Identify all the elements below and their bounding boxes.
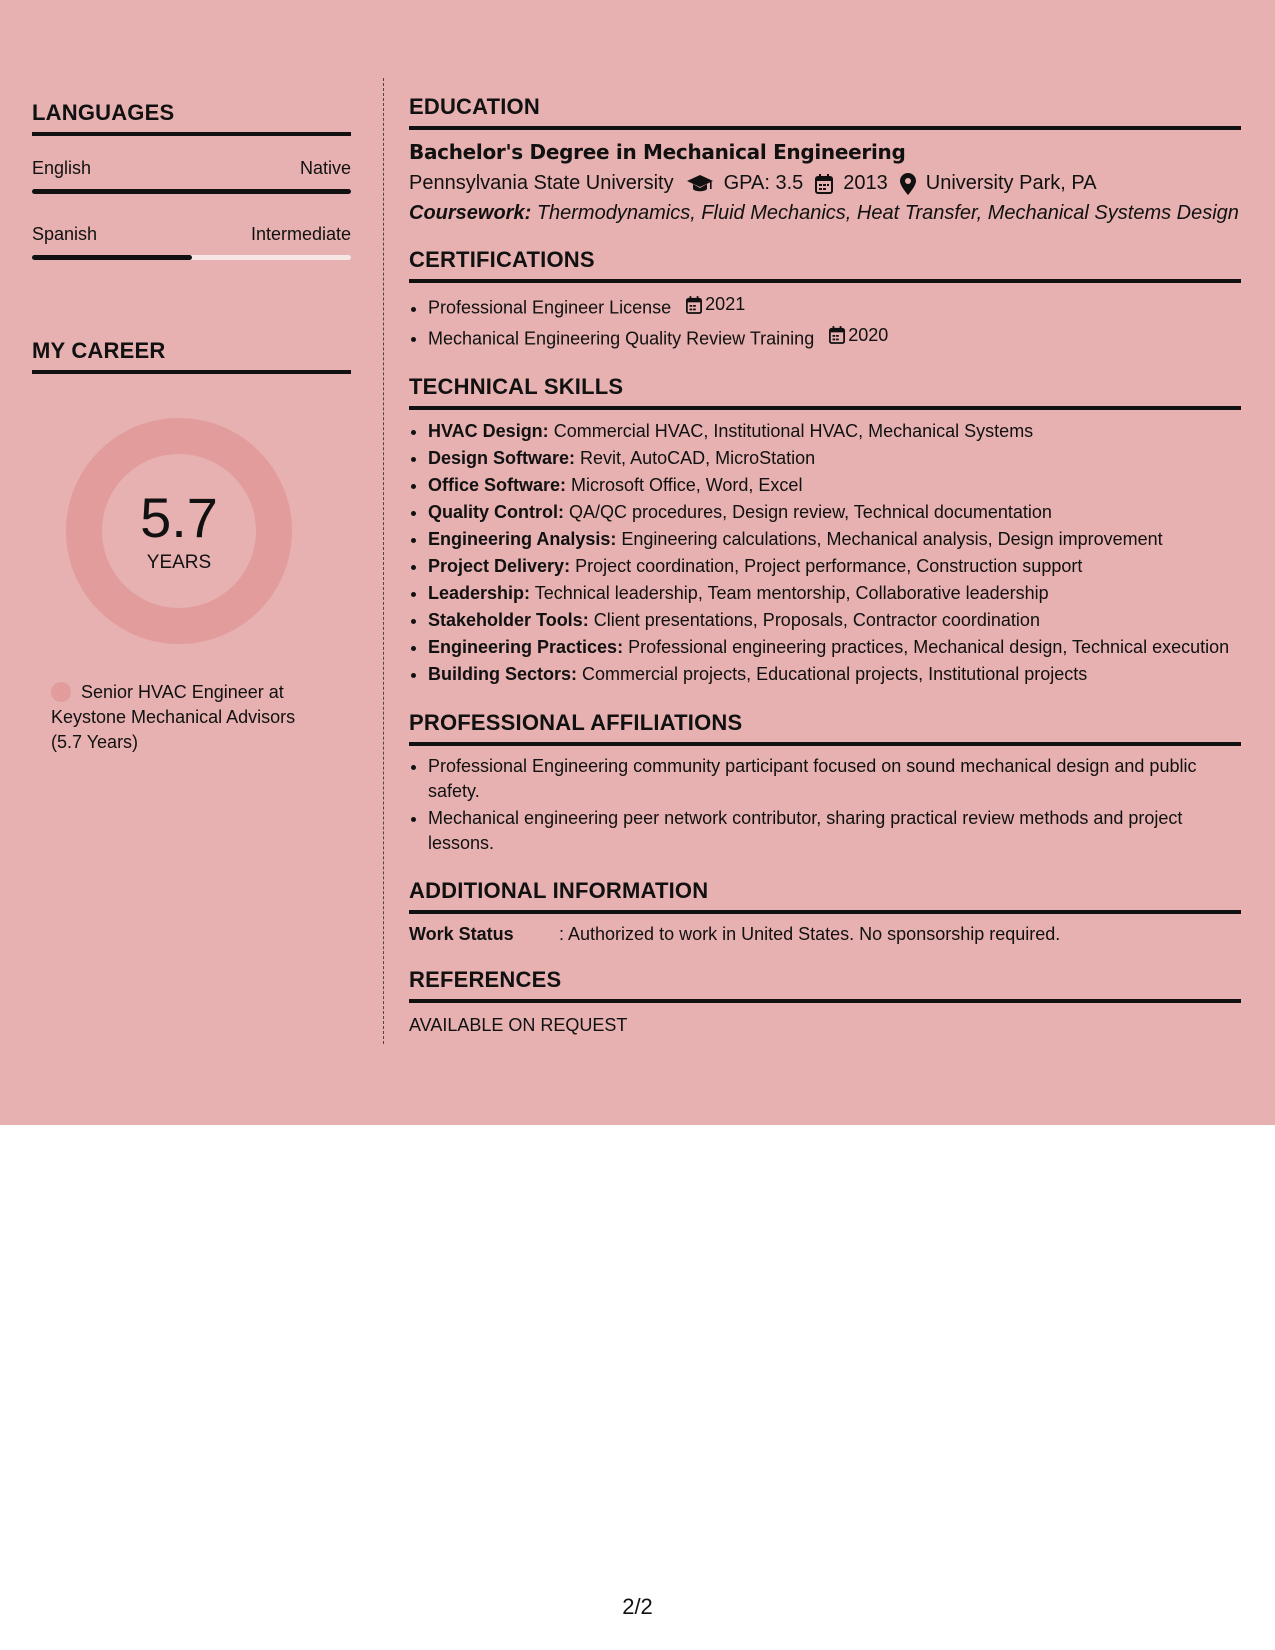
career-section — [32, 338, 351, 755]
education-heading: EDUCATION — [409, 94, 1241, 130]
skill-text: QA/QC procedures, Design review, Technical documentation — [569, 502, 1052, 522]
work-status-label: Work Status — [409, 924, 514, 944]
certification-year: 2021 — [705, 294, 746, 314]
skill-text: Commercial projects, Educational projects, Institutional projects — [582, 664, 1088, 684]
skill-item — [428, 472, 1241, 499]
career-entry — [51, 680, 331, 755]
career-years-unit: YEARS — [146, 552, 212, 573]
skill-label: Office Software: — [428, 475, 567, 495]
language-proficiency-bar — [32, 189, 351, 194]
certification-item — [428, 291, 1241, 322]
certification-name: Professional Engineer License — [428, 297, 672, 318]
references-text: AVAILABLE ON REQUEST — [409, 1015, 628, 1035]
language-item — [32, 224, 351, 260]
affiliation-item: • Professional Engineering community participant focused on sound mechanical design and public safety. — [428, 754, 1241, 804]
references-section — [409, 967, 1241, 1036]
skill-label: Engineering Analysis: — [428, 529, 617, 549]
skill-item — [428, 607, 1241, 634]
languages-heading: LANGUAGES — [32, 100, 351, 136]
work-status-value: : Authorized to work in United States. No sponsorship required. — [559, 924, 1061, 944]
page-number: 2/2 — [622, 1594, 653, 1619]
school-location: University Park, PA — [925, 172, 1097, 194]
skill-text: Engineering calculations, Mechanical analysis, Design improvement — [621, 529, 1163, 549]
skill-text: Commercial HVAC, Institutional HVAC, Mechanical Systems — [553, 421, 1034, 441]
language-proficiency-bar — [32, 255, 351, 260]
map-pin-icon — [900, 173, 916, 195]
work-status-row — [409, 924, 1241, 945]
affiliation-item: • Mechanical engineering peer network contributor, sharing practical review methods and project lessons. — [428, 806, 1241, 856]
skill-item — [428, 418, 1241, 445]
skill-item — [428, 499, 1241, 526]
skill-label: Leadership: — [428, 583, 531, 603]
career-entry-text: Senior HVAC Engineer at Keystone Mechanical Advisors (5.7 Years) — [51, 682, 296, 752]
additional-info-section — [409, 878, 1241, 945]
skill-label: HVAC Design: — [428, 421, 549, 441]
skill-item — [428, 526, 1241, 553]
language-level: Native — [299, 158, 351, 178]
language-proficiency-fill — [32, 189, 351, 194]
education-meta — [409, 172, 1241, 195]
calendar-icon — [815, 174, 833, 194]
skill-item — [428, 445, 1241, 472]
language-proficiency-fill — [32, 255, 192, 260]
certifications-section — [409, 247, 1241, 352]
career-years-value: 5.7 — [140, 486, 218, 549]
calendar-icon — [829, 326, 845, 344]
column-divider — [383, 78, 384, 1044]
graduation-year: 2013 — [843, 172, 888, 194]
skill-item — [428, 580, 1241, 607]
language-name: English — [32, 158, 92, 178]
certification-name: Mechanical Engineering Quality Review Training — [428, 328, 815, 348]
affiliations-section — [409, 710, 1241, 856]
main-column — [409, 94, 1241, 1036]
certification-item — [428, 322, 1241, 353]
coursework — [409, 201, 1241, 225]
skill-text: Professional engineering practices, Mechanical design, Technical execution — [628, 637, 1230, 657]
technical-skills-heading: TECHNICAL SKILLS — [409, 374, 1241, 410]
skill-text: Client presentations, Proposals, Contractor coordination — [593, 610, 1040, 630]
school-name: Pennsylvania State University — [409, 172, 674, 194]
skill-label: Design Software: — [428, 448, 576, 468]
coursework-text: Thermodynamics, Fluid Mechanics, Heat Transfer, Mechanical Systems Design — [536, 202, 1239, 224]
references-heading: REFERENCES — [409, 967, 1241, 1003]
skill-item — [428, 634, 1241, 661]
additional-info-heading: ADDITIONAL INFORMATION — [409, 878, 1241, 914]
skill-label: Stakeholder Tools: — [428, 610, 589, 630]
education-section — [409, 94, 1241, 225]
skill-label: Building Sectors: — [428, 664, 578, 684]
language-item — [32, 158, 351, 194]
certifications-heading: CERTIFICATIONS — [409, 247, 1241, 283]
skill-text: Project coordination, Project performance, Construction support — [575, 556, 1083, 576]
skill-item — [428, 553, 1241, 580]
skill-text: Microsoft Office, Word, Excel — [571, 475, 803, 495]
skill-item — [428, 661, 1241, 688]
skill-label: Quality Control: — [428, 502, 564, 522]
skill-text: Revit, AutoCAD, MicroStation — [580, 448, 816, 468]
career-donut-chart — [66, 418, 292, 644]
coursework-label: Coursework: — [409, 202, 532, 224]
technical-skills-section — [409, 374, 1241, 688]
skill-text: Technical leadership, Team mentorship, Collaborative leadership — [534, 583, 1049, 603]
skill-label: Engineering Practices: — [428, 637, 624, 657]
language-name: Spanish — [32, 224, 98, 244]
career-heading: MY CAREER — [32, 338, 351, 374]
gpa: GPA: 3.5 — [723, 172, 804, 194]
skill-label: Project Delivery: — [428, 556, 571, 576]
language-level: Intermediate — [250, 224, 351, 244]
calendar-icon — [686, 296, 702, 314]
affiliations-heading: PROFESSIONAL AFFILIATIONS — [409, 710, 1241, 746]
graduation-cap-icon — [686, 174, 714, 194]
sidebar — [32, 100, 351, 755]
degree-title: Bachelor's Degree in Mechanical Engineering — [409, 140, 906, 164]
career-legend-dot — [51, 682, 71, 702]
certification-year: 2020 — [848, 324, 889, 345]
